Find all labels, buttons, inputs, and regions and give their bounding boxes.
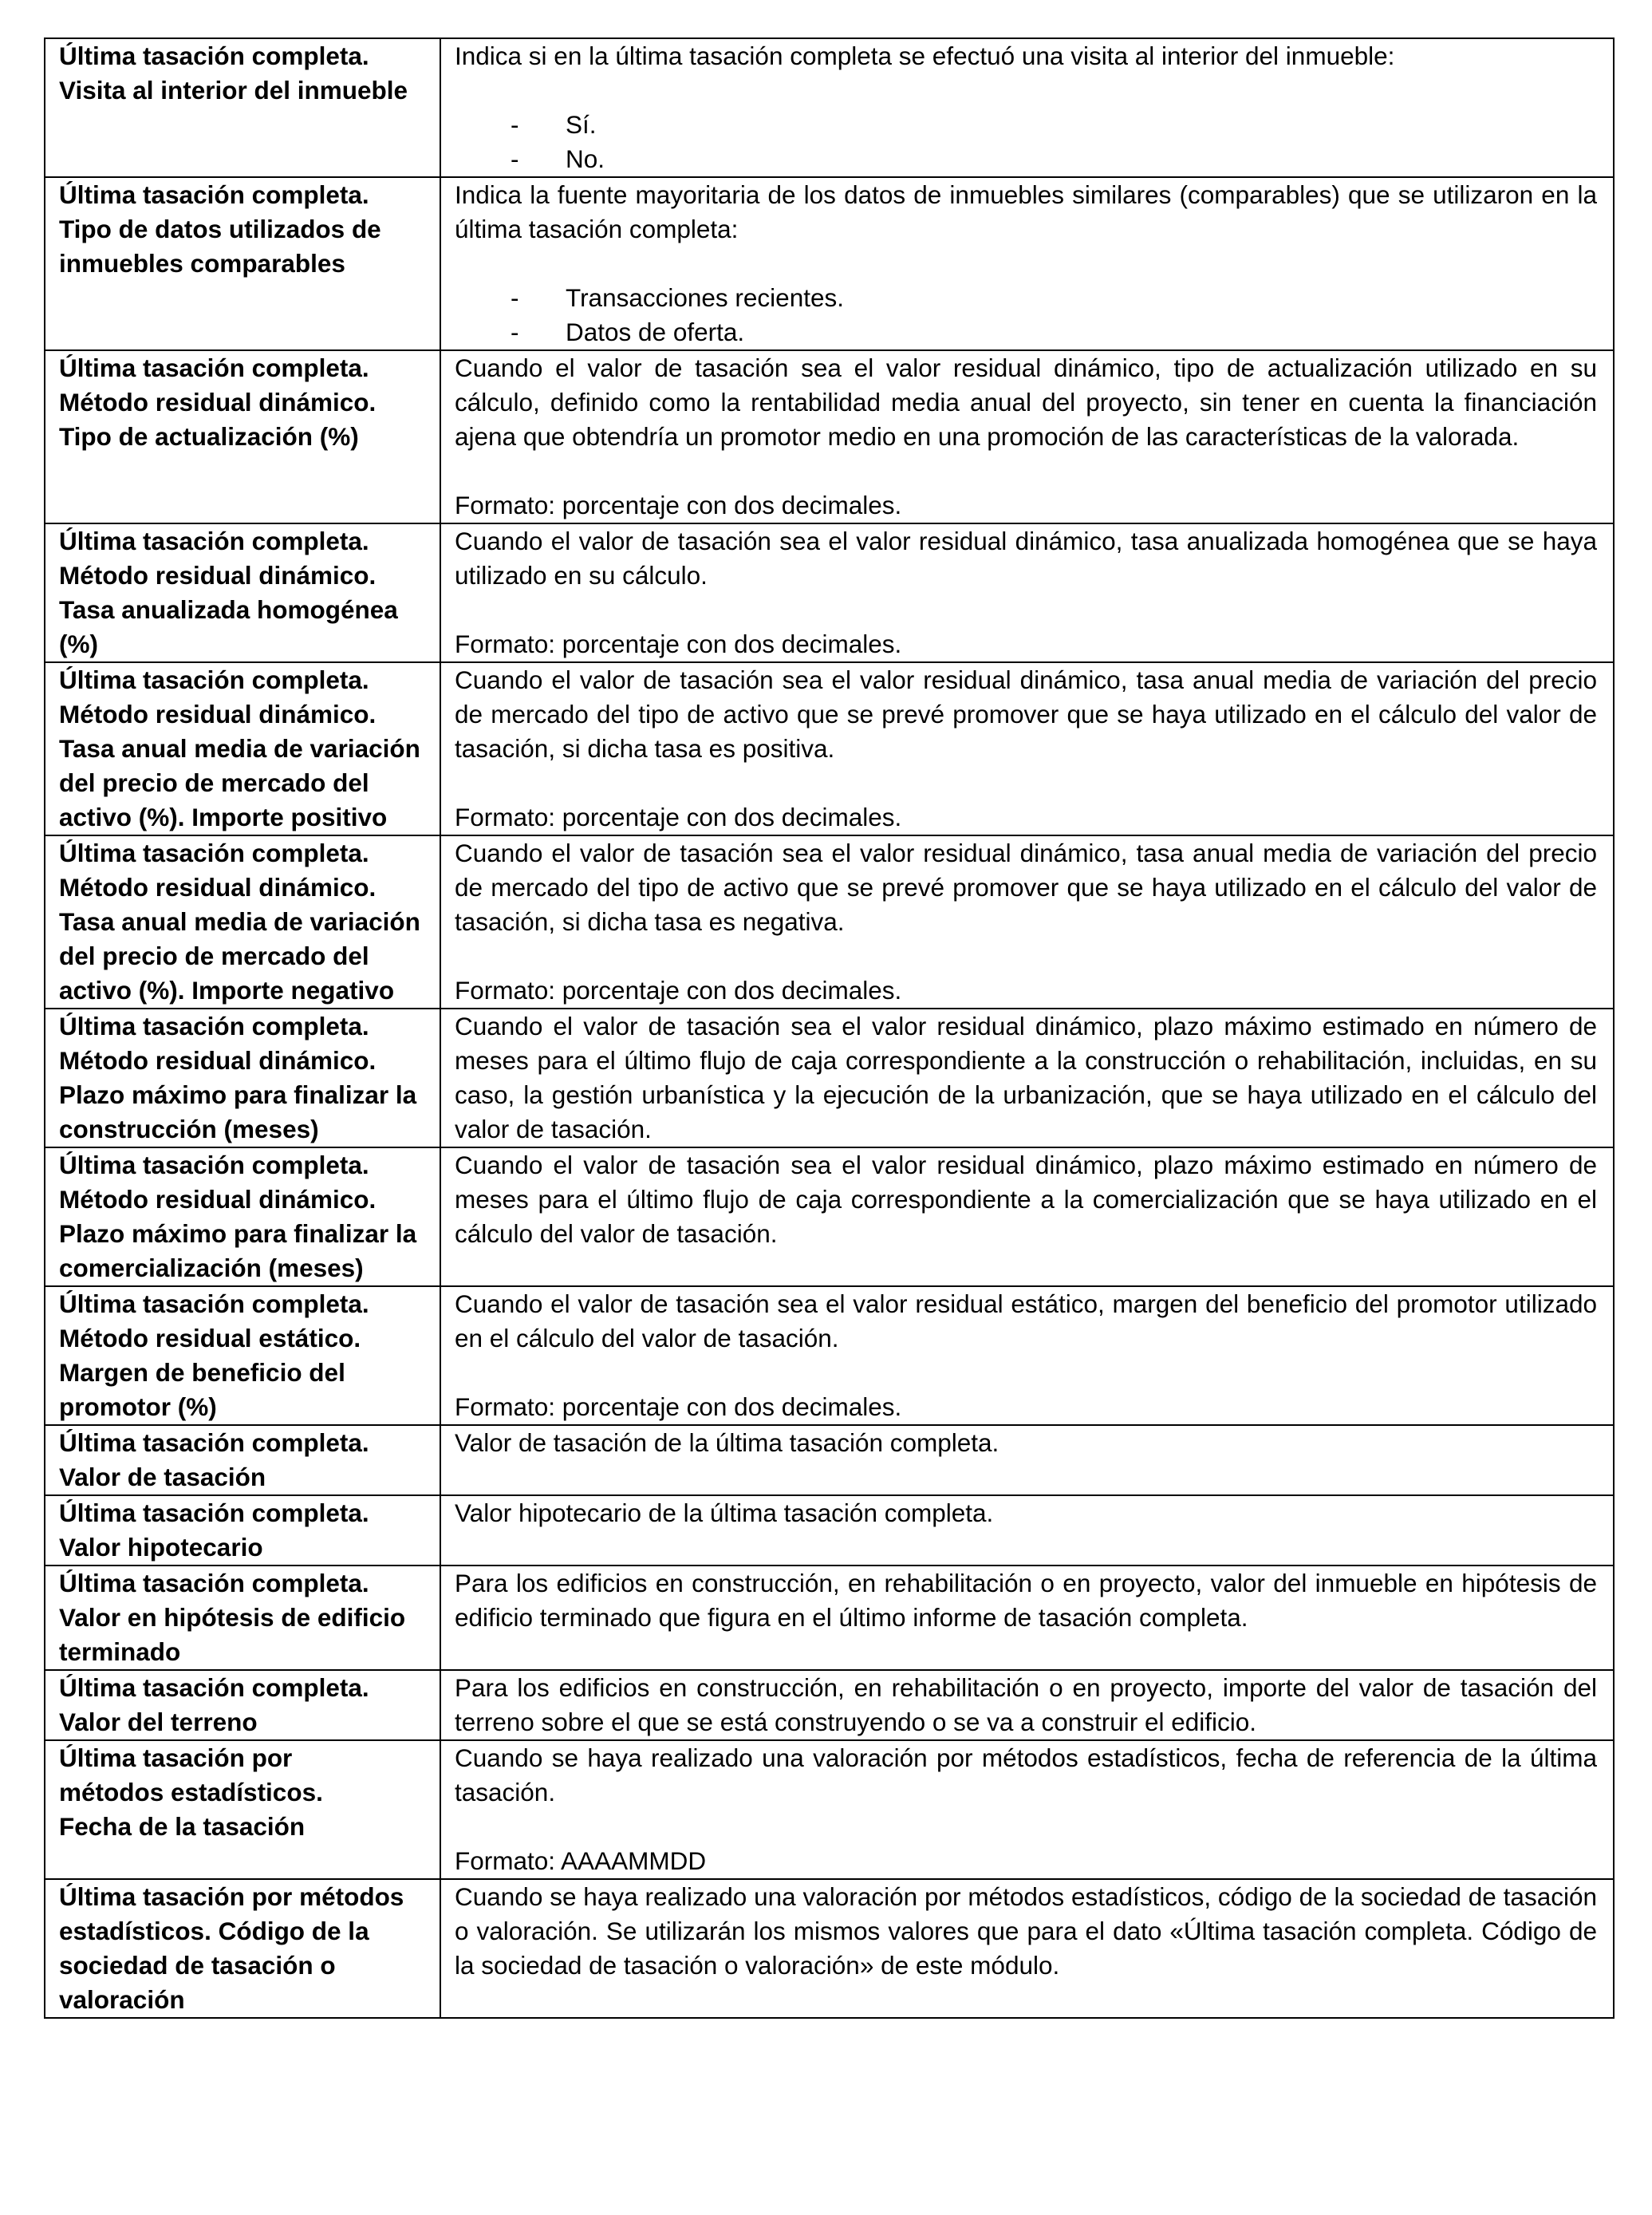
option-label: No. [566, 144, 605, 173]
description-text: Cuando se haya realizado una valoración por métodos estadísticos, fecha de referencia de la última tasación. [455, 1743, 1597, 1806]
option-label: Sí. [566, 110, 597, 139]
format-note: Formato: porcentaje con dos decimales. [455, 803, 902, 831]
field-name: Última tasación completa. Visita al interior del inmueble [45, 38, 440, 177]
description-text: Cuando el valor de tasación sea el valor residual estático, margen del beneficio del promotor utilizado en el cálculo del valor de tasación. [455, 1289, 1597, 1352]
table-row [45, 1670, 1614, 1740]
description-text: Cuando el valor de tasación sea el valor residual dinámico, tasa anualizada homogénea que se haya utilizado en su cálculo. [455, 527, 1597, 590]
field-description [440, 38, 1614, 177]
table-row [45, 523, 1614, 662]
table-row [45, 177, 1614, 350]
description-text: Cuando el valor de tasación sea el valor residual dinámico, plazo máximo estimado en número de meses para el último flujo de caja correspondiente a la comercialización que se haya utilizado en el cálculo del valor de tasación. [455, 1151, 1597, 1248]
field-name: Última tasación completa. Valor de tasación [45, 1425, 440, 1495]
table-row [45, 1286, 1614, 1425]
field-name: Última tasación completa. Valor del terreno [45, 1670, 440, 1740]
description-text: Indica la fuente mayoritaria de los datos de inmuebles similares (comparables) que se utilizaron en la última tasación completa: [455, 180, 1597, 243]
list-item: - No. [511, 144, 605, 173]
table-row [45, 1147, 1614, 1286]
spacer [455, 766, 1597, 800]
description-text: Cuando el valor de tasación sea el valor residual dinámico, tipo de actualización utilizado en su cálculo, definido como la rentabilidad media anual del proyecto, sin tener en cuenta la financiación ajena que obtendría un promotor medio en una promoción de las características de la valorada. [455, 353, 1597, 451]
description-text: Cuando se haya realizado una valoración por métodos estadísticos, código de la sociedad de tasación o valoración. Se utilizarán los mismos valores que para el dato «Última tasación completa. Código de la sociedad de tasación o valoración» de este módulo. [455, 1882, 1597, 1980]
field-name: Última tasación completa. Método residual dinámico. Tasa anualizada homogénea (%) [45, 523, 440, 662]
description-text: Cuando el valor de tasación sea el valor residual dinámico, tasa anual media de variación del precio de mercado del tipo de activo que se prevé promover que se haya utilizado en el cálculo del valor de tasación, si dicha tasa es positiva. [455, 665, 1597, 763]
table-row [45, 1495, 1614, 1566]
option-label: Datos de oferta. [566, 318, 745, 346]
field-description [440, 662, 1614, 835]
field-name: Última tasación completa. Método residual dinámico. Plazo máximo para finalizar la comercialización (meses) [45, 1147, 440, 1286]
field-name: Última tasación completa. Método residual dinámico. Plazo máximo para finalizar la construcción (meses) [45, 1009, 440, 1147]
field-description [440, 1425, 1614, 1495]
list-item: - Datos de oferta. [511, 318, 745, 346]
field-name: Última tasación completa. Método residual estático. Margen de beneficio del promotor (%) [45, 1286, 440, 1425]
spacer [455, 247, 1597, 281]
field-description [440, 523, 1614, 662]
definitions-table [44, 38, 1615, 2019]
table-row [45, 1566, 1614, 1670]
field-name: Última tasación completa. Método residual dinámico. Tipo de actualización (%) [45, 350, 440, 523]
field-description [440, 1286, 1614, 1425]
field-description [440, 1566, 1614, 1670]
field-description [440, 1009, 1614, 1147]
field-description [440, 177, 1614, 350]
spacer [455, 73, 1597, 108]
option-label: Transacciones recientes. [566, 283, 844, 312]
format-note: Formato: porcentaje con dos decimales. [455, 1392, 902, 1421]
table-row [45, 835, 1614, 1009]
field-description [440, 835, 1614, 1009]
field-description [440, 1879, 1614, 2018]
description-text: Indica si en la última tasación completa se efectuó una visita al interior del inmueble: [455, 41, 1395, 70]
table-row [45, 350, 1614, 523]
table-row [45, 1009, 1614, 1147]
format-note: Formato: porcentaje con dos decimales. [455, 976, 902, 1005]
spacer [455, 1356, 1597, 1390]
spacer [455, 1810, 1597, 1844]
field-description [440, 1740, 1614, 1879]
list-item: - Sí. [511, 110, 597, 139]
table-row [45, 662, 1614, 835]
field-name: Última tasación completa. Método residual dinámico. Tasa anual media de variación del precio de mercado del activo (%). Importe positivo [45, 662, 440, 835]
field-name: Última tasación completa. Método residual dinámico. Tasa anual media de variación del precio de mercado del activo (%). Importe negativo [45, 835, 440, 1009]
table-row [45, 38, 1614, 177]
format-note: Formato: porcentaje con dos decimales. [455, 491, 902, 519]
field-description [440, 350, 1614, 523]
description-text: Para los edificios en construcción, en rehabilitación o en proyecto, valor del inmueble en hipótesis de edificio terminado que figura en el último informe de tasación completa. [455, 1569, 1597, 1632]
list-item: - Transacciones recientes. [511, 283, 844, 312]
field-description [440, 1147, 1614, 1286]
description-text: Valor hipotecario de la última tasación completa. [455, 1498, 994, 1527]
table-row [45, 1425, 1614, 1495]
field-name: Última tasación por métodos estadísticos. Fecha de la tasación [45, 1740, 440, 1879]
table-row [45, 1879, 1614, 2018]
spacer [455, 454, 1597, 488]
field-description [440, 1495, 1614, 1566]
table-row [45, 1740, 1614, 1879]
description-text: Para los edificios en construcción, en rehabilitación o en proyecto, importe del valor de tasación del terreno sobre el que se está construyendo o se va a construir el edificio. [455, 1673, 1597, 1736]
field-name: Última tasación completa. Valor hipotecario [45, 1495, 440, 1566]
spacer [455, 939, 1597, 973]
options-list [455, 281, 1597, 349]
field-name: Última tasación por métodos estadísticos. Código de la sociedad de tasación o valoración [45, 1879, 440, 2018]
description-text: Cuando el valor de tasación sea el valor residual dinámico, tasa anual media de variación del precio de mercado del tipo de activo que se prevé promover que se haya utilizado en el cálculo del valor de tasación, si dicha tasa es negativa. [455, 839, 1597, 936]
field-name: Última tasación completa. Valor en hipótesis de edificio terminado [45, 1566, 440, 1670]
field-name: Última tasación completa. Tipo de datos utilizados de inmuebles comparables [45, 177, 440, 350]
options-list [455, 108, 1597, 176]
description-text: Valor de tasación de la última tasación completa. [455, 1428, 999, 1457]
format-note: Formato: porcentaje con dos decimales. [455, 630, 902, 658]
spacer [455, 593, 1597, 627]
format-note: Formato: AAAAMMDD [455, 1846, 707, 1875]
field-description [440, 1670, 1614, 1740]
description-text: Cuando el valor de tasación sea el valor residual dinámico, plazo máximo estimado en número de meses para el último flujo de caja correspondiente a la construcción o rehabilitación, incluidas, en su caso, la gestión urbanística y la ejecución de la urbanización, que se haya utilizado en el cálculo del valor de tasación. [455, 1012, 1597, 1143]
